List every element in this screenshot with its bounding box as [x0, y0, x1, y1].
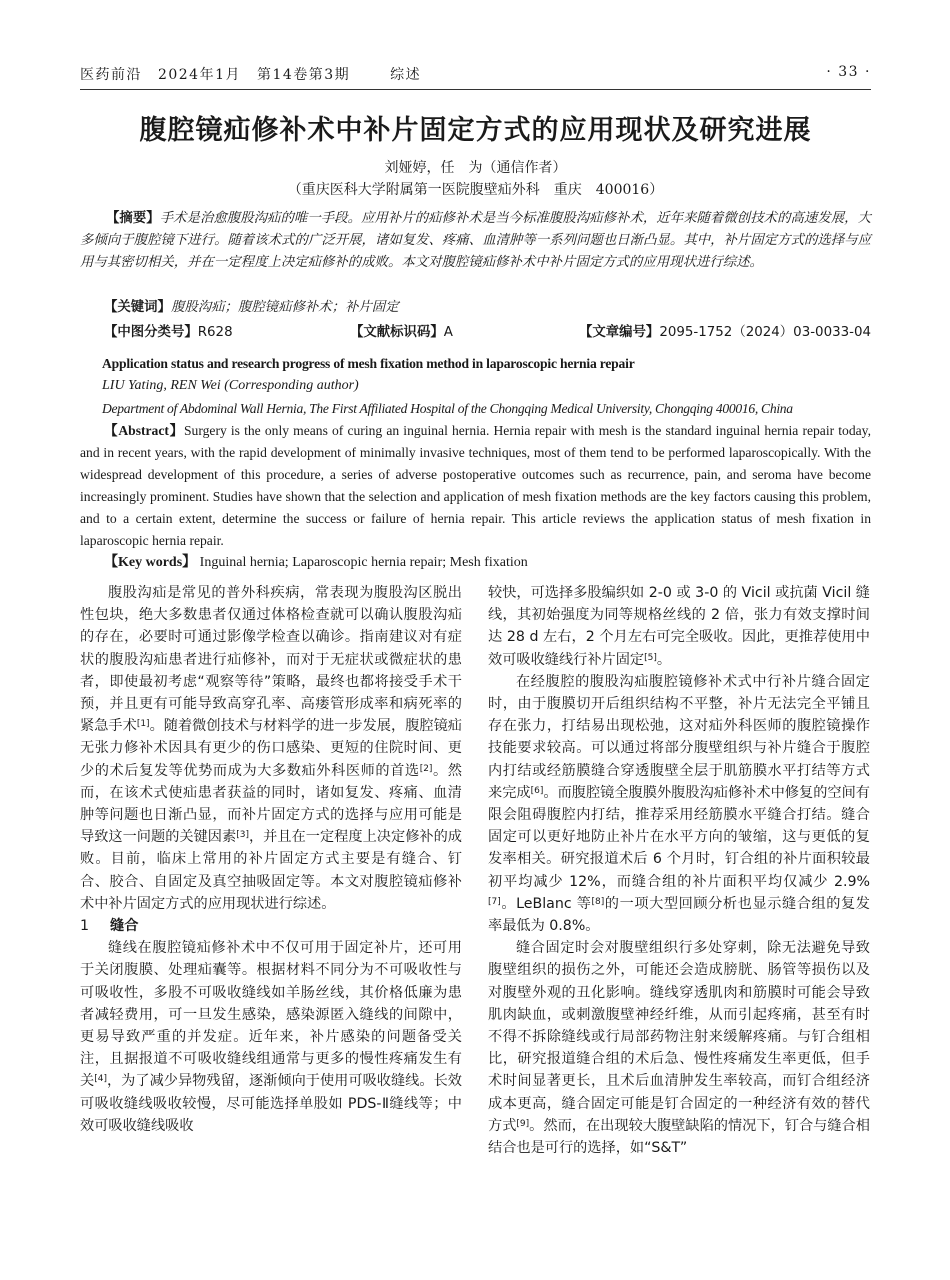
citation: [5] [644, 652, 657, 663]
body-text: 缝合固定时会对腹壁组织行多处穿刺，除无法避免导致腹壁组织的损伤之外，可能还会造成膀胱、肠管等损伤以及对腹壁外观的丑化影响。缝线穿透肌肉和筋膜时可能会导致肌肉缺血，或刺激腹壁神经纤维，从而引起疼痛，甚至有时不得不拆除缝线或行局部药物注射来缓解疼痛。与钉合组相比，研究报道缝合组的术后急、慢性疼痛发生率更低，但手术时间显著更长，且术后血清肿发生率较高，而钉合组经济成本更高，缝合固定可能是钉合固定的一种经济有效的替代方式 [488, 940, 870, 1134]
running-head [80, 64, 871, 84]
author-line: 刘娅婷，任 为（通信作者） [384, 160, 567, 176]
citation: [2] [419, 763, 433, 774]
keywords-cn [104, 297, 864, 319]
body-text: 较快，可选择多股编织如 2-0 或 3-0 的 Vicil 或抗菌 Vicil 缝线，其初始强度为同等规格丝线的 2 倍，张力有效支撑时间达 28 d 左右，2 个月左右可完全吸收。因此，更推荐使用中效可吸收缝线行补片固定 [488, 585, 870, 668]
body-text: 。LeBlanc 等 [500, 895, 592, 912]
body-text: ，为了减少异物残留，逐渐倾向于使用可吸收缝线。长效可吸收缝线吸收较慢，尽可能选择单股如 PDS-Ⅱ缝线等；中效可吸收缝线吸收 [80, 1073, 462, 1134]
classification-row [104, 321, 871, 343]
english-abstract [80, 420, 871, 552]
affiliation-line: （重庆医科大学附属第一医院腹壁疝外科 重庆 400016） [287, 182, 664, 198]
keywords-cn-text: 腹股沟疝；腹腔镜疝修补术；补片固定 [170, 300, 399, 315]
body-text: 的一项大型回顾分析也显示缝合组的复发率最低为 0.8%。 [488, 895, 870, 935]
body-paragraph [80, 937, 462, 1137]
article-number-field [579, 321, 871, 340]
english-keywords-text: Inguinal hernia; Laparoscopic hernia repair; Mesh fixation [199, 555, 528, 570]
document-code-label: 【文献标识码】 [350, 325, 444, 340]
citation: [9] [516, 1118, 530, 1129]
issue-date: 2024年1月 [157, 67, 241, 83]
body-text: 。 [656, 651, 672, 668]
body-text: 腹股沟疝是常见的普外科疾病，常表现为腹股沟区脱出性包块，绝大多数患者仅通过体格检查就可以确认腹股沟疝的存在，必要时可通过影像学检查以确诊。指南建议对有症状的腹股沟疝患者进行疝修补，而对于无症状或微症状的患者，即使最初考虑“观察等待”策略，最终也都将接受手术干预，并且更有可能导致高穿孔率、高瘘管形成率和病死率的紧急手术 [80, 585, 462, 735]
citation: [7] [488, 896, 501, 907]
english-department: Department of Abdominal Wall Hernia, The First Affiliated Hospital of the Chongqing Medical University, Chongqing 400016, China [102, 401, 793, 416]
body-column-right [488, 582, 870, 1159]
english-keywords-label: 【Key words】 [104, 555, 197, 570]
document-code-field [350, 321, 453, 340]
body-text: 。然而，在该术式使疝患者获益的同时，诸如复发、疼痛、血清肿等问题也日渐凸显，而补片固定方式的选择与应用可能是导致这一问题的关键因素 [80, 762, 462, 846]
body-column-left [80, 582, 462, 1137]
clc-field [104, 321, 233, 340]
article-number-value: 2095-1752（2024）03-0033-04 [659, 325, 871, 340]
citation: [1] [136, 719, 150, 730]
clc-value: R628 [197, 325, 233, 340]
header-rule [80, 89, 871, 90]
section-heading [80, 915, 462, 937]
page-number: · 33 · [826, 64, 871, 80]
section-title: 缝合 [110, 918, 139, 935]
english-title: Application status and research progress of mesh fixation method in laparoscopic hernia repair [102, 356, 635, 371]
article-title: 腹腔镜疝修补术中补片固定方式的应用现状及研究进展 [139, 115, 812, 146]
english-abstract-label: 【Abstract】 [104, 423, 184, 438]
body-paragraph [488, 937, 870, 1159]
running-head-left [80, 64, 431, 84]
document-code-value: A [443, 325, 453, 340]
journal-page [80, 0, 871, 1280]
english-keywords [104, 552, 895, 574]
body-paragraph [488, 671, 870, 937]
body-text: ，并且在一定程度上决定修补的成败。目前，临床上常用的补片固定方式主要是有缝合、钉合、胶合、自固定及真空抽吸固定等。本文对腹腔镜疝修补术中补片固定方式的应用现状进行综述。 [80, 829, 462, 912]
keywords-cn-label: 【关键词】 [104, 300, 171, 315]
body-text: 。而腹腔镜全腹膜外腹股沟疝修补术中修复的空间有限会阻碍腹腔内打结，推荐采用经筋膜水平缝合打结。缝合固定可以更好地防止补片在水平方向的皱缩，这与更低的复发率相关。研究报道术后 6 个月时，钉合组的补片面积较最初平均减少 12%，而缝合组的补片面积平均仅减少 2.9% [488, 784, 870, 890]
section-name: 综述 [390, 67, 422, 83]
citation: [3] [236, 830, 249, 841]
abstract-cn [80, 208, 871, 274]
issue-volume: 第14卷第3期 [256, 67, 351, 83]
citation: [6] [530, 785, 544, 796]
body-text: 缝线在腹腔镜疝修补术中不仅可用于固定补片，还可用于关闭腹膜、处理疝囊等。根据材料不同分为不可吸收性与可吸收性，多股不可吸收缝线如羊肠丝线，其价格低廉为患者减轻费用，可一旦发生感染，感染源匿入缝线的间隙中，更易导致严重的并发症。近年来，补片感染的问题备受关注，且据报道不可吸收缝线组通常与更多的慢性疼痛发生有关 [80, 940, 462, 1090]
english-authors: LIU Yating, REN Wei (Corresponding author) [102, 378, 359, 393]
article-number-label: 【文章编号】 [578, 325, 660, 340]
body-text: 。随着微创技术与材料学的进一步发展，腹腔镜疝无张力修补术因具有更少的伤口感染、更短的住院时间、更少的术后复发等优势而成为大多数疝外科医师的首选 [80, 718, 462, 779]
body-text: 在经腹腔的腹股沟疝腹腔镜修补术式中行补片缝合固定时，由于腹膜切开后组织结构不平整，补片无法完全平铺且存在张力，打结易出现松弛，这对疝外科医师的腹腔镜操作技能要求较高。可以通过将部分腹壁组织与补片缝合于腹腔内打结或经筋膜缝合穿透腹壁全层于肌筋膜水平打结等方式来完成 [488, 673, 870, 801]
abstract-cn-text: 手术是治愈腹股沟疝的唯一手段。应用补片的疝修补术是当今标准腹股沟疝修补术，近年来随着微创技术的高速发展，大多倾向于腹腔镜下进行。随着该术式的广泛开展，诸如复发、疼痛、血清肿等一系列问题也日渐凸显。其中，补片固定方式的选择与应用与其密切相关，并在一定程度上决定疝修补的成败。本文对腹腔镜疝修补术中补片固定方式的应用现状进行综述。 [80, 211, 871, 270]
clc-label: 【中图分类号】 [104, 325, 198, 340]
english-abstract-text: Surgery is the only means of curing an inguinal hernia. Hernia repair with mesh is the standard inguinal hernia repair today, and in recent years, with the rapid development of minimally invasive techniques, most of them tend to be performed laparoscopically. With the widespread development of this procedure, a series of adverse postoperative outcomes such as recurrence, pain, and seroma have become increasingly prominent. Studies have shown that the selection and application of mesh fixation methods are the key factors causing this problem, and to a certain extent, determine the success or failure of hernia repair. This article reviews the application status of mesh fixation in laparoscopic hernia repair. [80, 423, 871, 548]
citation: [8] [591, 896, 605, 907]
journal-name: 医药前沿 [80, 67, 142, 83]
body-paragraph [80, 582, 462, 915]
body-text: 。然而，在出现较大腹壁缺陷的情况下，钉合与缝合相结合也是可行的选择，如“S&T” [488, 1117, 870, 1157]
citation: [4] [94, 1074, 107, 1085]
abstract-cn-label: 【摘要】 [106, 211, 160, 226]
body-paragraph [488, 582, 870, 671]
section-number: 1 [80, 918, 90, 935]
